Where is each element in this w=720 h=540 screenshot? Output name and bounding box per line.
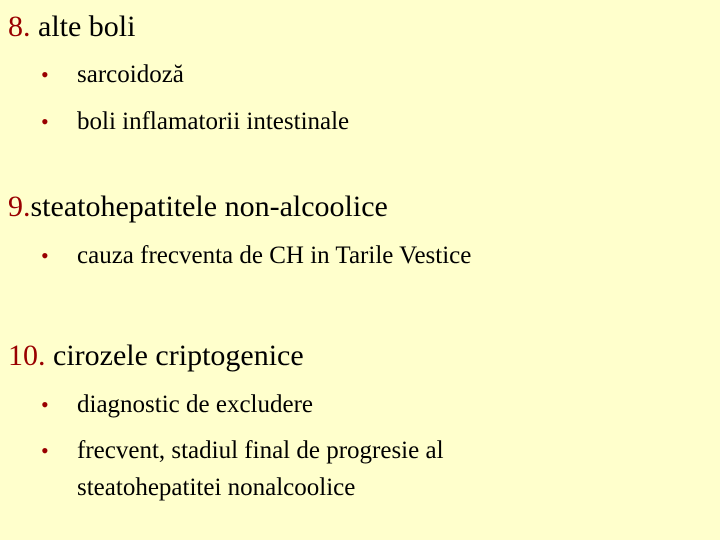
bullet-icon: • [41,243,49,268]
section-10-heading [8,339,304,373]
section-8-number: 8. [8,10,31,43]
section-10-number: 10. [8,339,46,372]
section-9-number: 9. [8,190,31,223]
section-9-item-1 [41,239,471,273]
bullet-icon: • [41,392,49,417]
section-8-title: alte boli [38,10,136,43]
section-10-item-1 [41,388,313,422]
item-text: boli inflamatorii intestinale [77,108,350,135]
section-9-title: steatohepatitele non-alcoolice [30,190,388,223]
section-10-title: cirozele criptogenice [53,339,304,372]
section-8-item-1 [41,58,184,92]
item-text: cauza frecventa de CH in Tarile Vestice [77,242,472,269]
item-text: diagnostic de excludere [77,391,314,418]
section-10-item-2-continuation: steatohepatitei nonalcoolice [77,474,356,501]
section-9-heading [8,190,388,224]
item-text: sarcoidoză [77,61,184,88]
section-8-heading [8,10,135,44]
item-text: frecvent, stadiul final de progresie al [77,437,444,464]
bullet-icon: • [41,62,49,87]
section-10-item-2 [41,434,444,468]
section-8-item-2 [41,105,349,139]
bullet-icon: • [41,109,49,134]
bullet-icon: • [41,438,49,463]
